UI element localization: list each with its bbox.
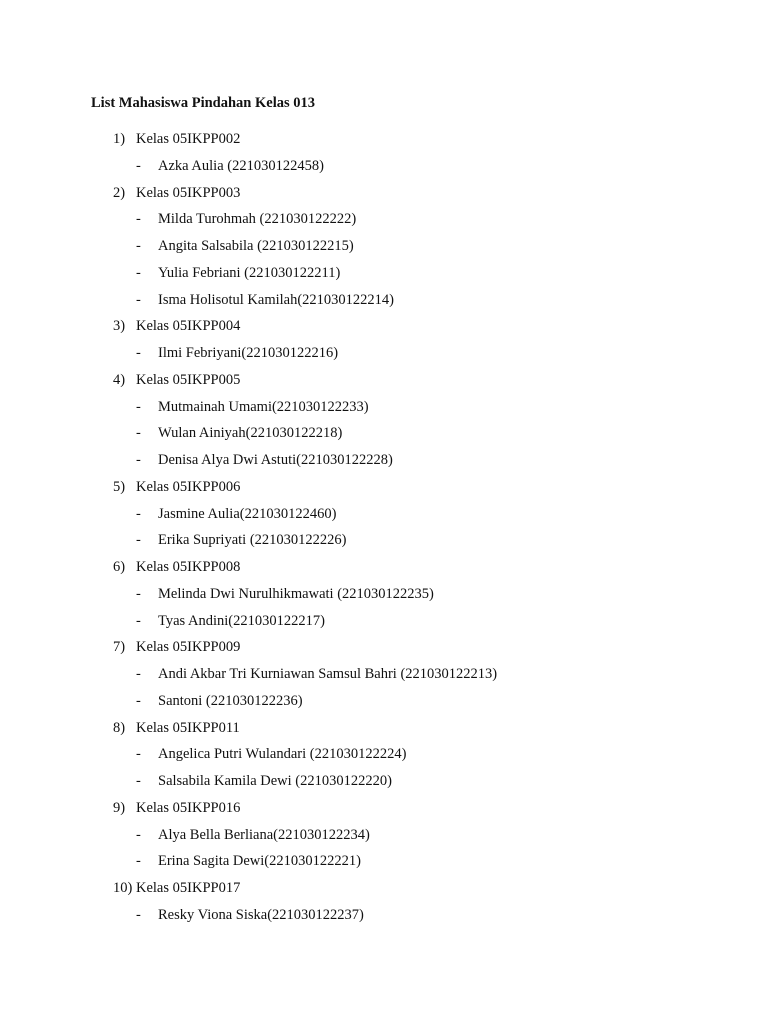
student-name: Resky Viona Siska(221030122237) (158, 906, 364, 923)
student-name: Jasmine Aulia(221030122460) (158, 505, 337, 522)
bullet-dash: - (136, 264, 141, 281)
student-name: Yulia Febriani (221030122211) (158, 264, 341, 281)
bullet-dash: - (136, 505, 141, 522)
bullet-dash: - (136, 532, 141, 549)
student-name: Wulan Ainiyah(221030122218) (158, 425, 343, 442)
group-class-label: Kelas 05IKPP017 (136, 880, 241, 896)
group-number: 5) (113, 478, 126, 495)
student-name: Angelica Putri Wulandari (221030122224) (158, 746, 407, 763)
group-number: 7) (113, 639, 126, 656)
student-name: Erika Supriyati (221030122226) (158, 532, 347, 549)
group-number: 2) (113, 184, 126, 201)
group-number: 9) (113, 799, 126, 816)
group-number: 1) (113, 131, 126, 147)
bullet-dash: - (136, 345, 141, 361)
bullet-dash: - (136, 398, 141, 415)
bullet-dash: - (136, 906, 141, 923)
group-class-label: Kelas 05IKPP011 (136, 719, 240, 736)
bullet-dash: - (136, 666, 141, 682)
bullet-dash: - (136, 585, 141, 602)
student-name: Tyas Andini(221030122217) (158, 612, 325, 629)
bullet-dash: - (136, 773, 141, 789)
student-name: Erina Sagita Dewi(221030122221) (158, 853, 361, 870)
student-name: Isma Holisotul Kamilah(221030122214) (158, 291, 395, 308)
group-class-label: Kelas 05IKPP016 (136, 799, 241, 816)
group-class-label: Kelas 05IKPP008 (136, 559, 241, 575)
student-name: Milda Turohmah (221030122222) (158, 211, 357, 228)
student-name: Andi Akbar Tri Kurniawan Samsul Bahri (221030122213) (158, 666, 498, 682)
student-name: Angita Salsabila (221030122215) (158, 238, 354, 254)
group-number: 10) (113, 880, 133, 896)
student-name: Denisa Alya Dwi Astuti(221030122228) (158, 452, 393, 468)
group-number: 3) (113, 318, 126, 335)
group-class-label: Kelas 05IKPP005 (136, 371, 241, 388)
group-class-label: Kelas 05IKPP003 (136, 184, 241, 201)
group-number: 4) (113, 371, 126, 388)
bullet-dash: - (136, 452, 141, 468)
group-class-label: Kelas 05IKPP004 (136, 318, 241, 335)
group-number: 6) (113, 559, 126, 575)
bullet-dash: - (136, 612, 141, 629)
bullet-dash: - (136, 157, 141, 174)
group-class-label: Kelas 05IKPP006 (136, 478, 241, 495)
page-title: List Mahasiswa Pindahan Kelas 013 (91, 95, 315, 111)
student-name: Melinda Dwi Nurulhikmawati (221030122235) (158, 585, 434, 602)
bullet-dash: - (136, 238, 141, 254)
group-number: 8) (113, 719, 126, 736)
student-name: Azka Aulia (221030122458) (158, 157, 324, 174)
student-name: Alya Bella Berliana(221030122234) (158, 826, 370, 843)
bullet-dash: - (136, 853, 141, 870)
bullet-dash: - (136, 211, 141, 228)
bullet-dash: - (136, 692, 141, 709)
bullet-dash: - (136, 291, 141, 308)
student-name: Salsabila Kamila Dewi (221030122220) (158, 773, 392, 789)
bullet-dash: - (136, 746, 141, 763)
student-name: Santoni (221030122236) (158, 692, 303, 709)
group-class-label: Kelas 05IKPP002 (136, 131, 241, 147)
group-class-label: Kelas 05IKPP009 (136, 639, 241, 656)
bullet-dash: - (136, 826, 141, 843)
student-name: Ilmi Febriyani(221030122216) (158, 345, 339, 361)
bullet-dash: - (136, 425, 141, 442)
student-name: Mutmainah Umami(221030122233) (158, 398, 369, 415)
